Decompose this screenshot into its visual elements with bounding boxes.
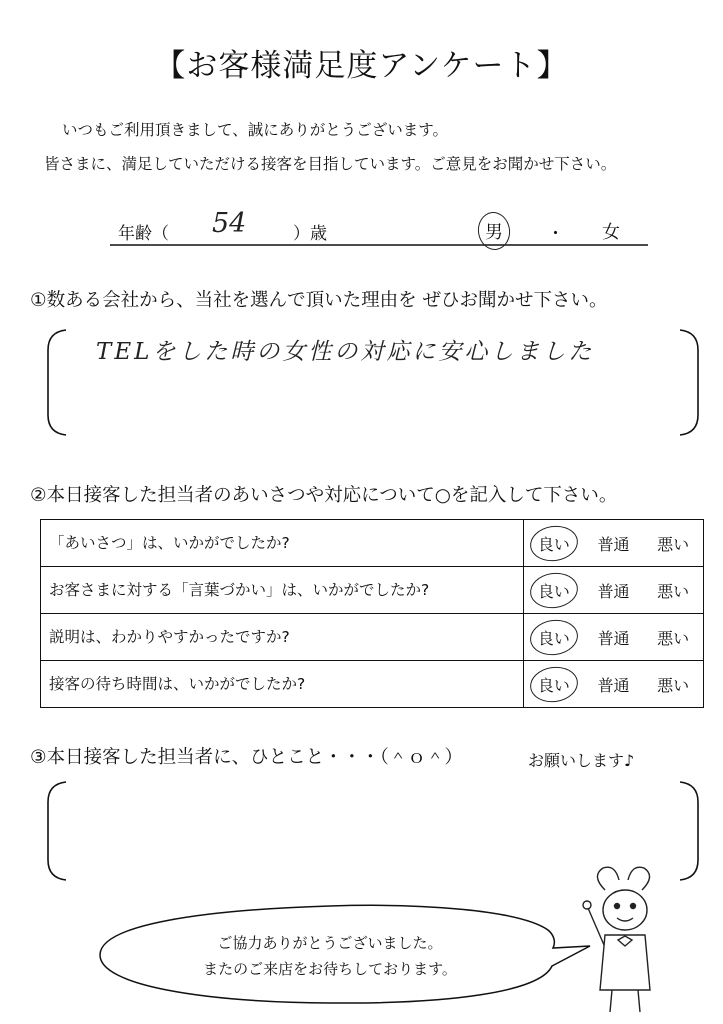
age-suffix: ）歳 xyxy=(293,224,327,244)
age-label: 年齢（ xyxy=(118,224,169,244)
q1-answer-field[interactable]: TELをした時の女性の対応に安心しました xyxy=(96,339,595,365)
rating-row-question: お客さまに対する「言葉づかい」は、いかがでしたか? xyxy=(41,567,524,613)
intro-line-2: 皆さまに、満足していただける接客を目指しています。ご意見をお聞かせ下さい。 xyxy=(44,155,617,173)
rating-row-wording xyxy=(41,566,703,613)
mascot-icon xyxy=(583,867,650,1012)
rating-row-wait-time xyxy=(41,660,703,707)
q1-left-bracket xyxy=(48,330,66,435)
rating-row-explanation xyxy=(41,613,703,660)
age-field[interactable]: 54 xyxy=(212,208,247,239)
gender-male-option[interactable]: 男 xyxy=(482,218,506,244)
option-bad[interactable]: 悪い xyxy=(657,581,690,601)
q3-right-bracket xyxy=(680,782,698,880)
option-good[interactable]: 良い xyxy=(534,532,574,555)
q2-question: ②本日接客した担当者のあいさつや対応について○を記入して下さい。 xyxy=(30,485,618,506)
closing-line-1: ご協力ありがとうございました。 xyxy=(217,934,443,952)
rating-row-question: 説明は、わかりやすかったですか? xyxy=(41,614,524,660)
q3-request: お願いします♪ xyxy=(528,751,635,770)
page-title: 【お客様満足度アンケート】 xyxy=(154,48,569,84)
rating-options xyxy=(524,567,703,613)
gender-female-option[interactable]: 女 xyxy=(602,222,620,243)
q3-answer-field[interactable] xyxy=(90,800,650,860)
rating-row-greeting xyxy=(41,520,703,566)
q3-question: ③本日接客した担当者に、ひとこと・・・（＾ｏ＾） xyxy=(30,747,463,768)
option-normal[interactable]: 普通 xyxy=(597,534,630,554)
option-good[interactable]: 良い xyxy=(534,673,574,696)
rating-table xyxy=(40,519,704,708)
q1-right-bracket xyxy=(680,330,698,435)
option-bad[interactable]: 悪い xyxy=(657,675,690,695)
closing-line-2: またのご来店をお待ちしております。 xyxy=(203,960,457,978)
gender-separator: ・ xyxy=(547,224,564,244)
rating-options xyxy=(524,614,703,660)
q1-question: ①数ある会社から、当社を選んで頂いた理由を ぜひお聞かせ下さい。 xyxy=(30,290,608,311)
option-normal[interactable]: 普通 xyxy=(597,581,630,601)
option-normal[interactable]: 普通 xyxy=(597,675,630,695)
option-normal[interactable]: 普通 xyxy=(597,628,630,648)
closing-message xyxy=(120,930,540,982)
rating-options xyxy=(524,661,703,707)
rating-options xyxy=(524,520,703,566)
option-good[interactable]: 良い xyxy=(534,626,574,649)
option-good[interactable]: 良い xyxy=(534,579,574,602)
rating-row-question: 「あいさつ」は、いかがでしたか? xyxy=(41,520,524,566)
q3-left-bracket xyxy=(48,782,66,880)
option-bad[interactable]: 悪い xyxy=(657,534,690,554)
option-bad[interactable]: 悪い xyxy=(657,628,690,648)
intro-line-1: いつもご利用頂きまして、誠にありがとうございます。 xyxy=(62,121,448,139)
rating-row-question: 接客の待ち時間は、いかがでしたか? xyxy=(41,661,524,707)
